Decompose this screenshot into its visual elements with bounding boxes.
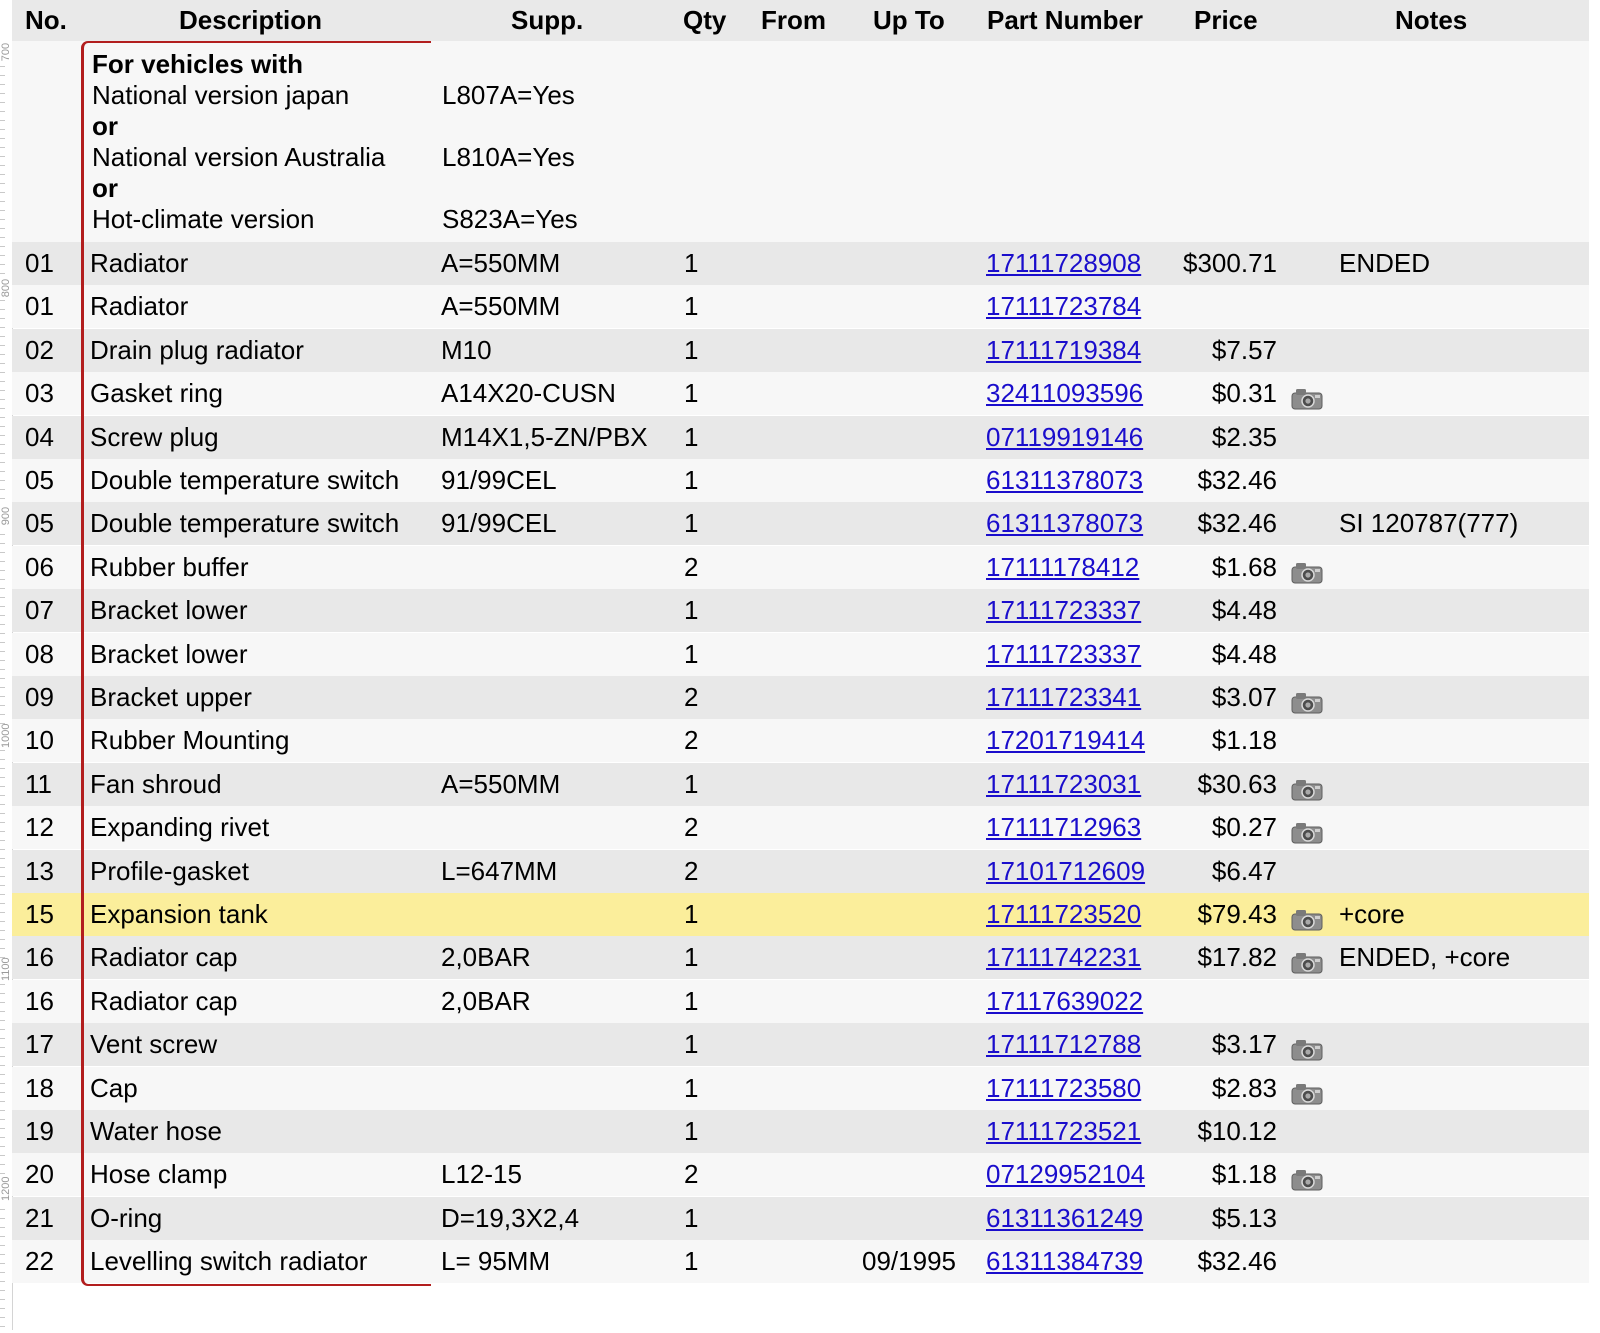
group-line: For vehicles with xyxy=(92,49,303,79)
row-qty: 1 xyxy=(684,899,699,929)
row-price: $2.35 xyxy=(1211,421,1277,452)
row-supp: L12-15 xyxy=(441,1159,522,1190)
row-description: Gasket ring xyxy=(90,378,223,409)
row-qty: 1 xyxy=(684,1029,699,1060)
row-qty: 1 xyxy=(684,638,699,669)
part-number-link[interactable]: 17111719384 xyxy=(986,334,1142,365)
row-qty: 1 xyxy=(684,1202,699,1233)
row-supp: A14X20-CUSN xyxy=(441,378,616,409)
header-no: No. xyxy=(25,5,67,35)
table-row[interactable] xyxy=(12,1197,1589,1240)
row-price: $2.83 xyxy=(1211,1072,1277,1103)
row-no: 01 xyxy=(25,291,54,322)
camera-icon[interactable] xyxy=(1290,685,1326,709)
row-price: $79.43 xyxy=(1197,899,1277,929)
row-part-number xyxy=(986,676,1141,719)
part-number-link[interactable]: 17111723521 xyxy=(986,1116,1142,1146)
row-price: $300.71 xyxy=(1183,248,1277,278)
row-price: $4.48 xyxy=(1211,638,1277,669)
row-supp: M10 xyxy=(441,334,492,365)
part-number-link[interactable]: 61311378073 xyxy=(986,465,1144,495)
row-supp: L=647MM xyxy=(441,855,558,886)
row-part-number xyxy=(986,242,1141,285)
row-no: 07 xyxy=(25,595,54,626)
row-qty: 1 xyxy=(684,334,699,365)
header-description: Description xyxy=(179,5,323,35)
part-number-link[interactable]: 61311378073 xyxy=(986,508,1144,539)
group-line: National version Australia xyxy=(92,142,386,172)
row-price: $32.46 xyxy=(1197,465,1277,495)
camera-icon[interactable] xyxy=(1290,945,1326,969)
part-number-link[interactable]: 17111712963 xyxy=(986,812,1142,843)
header-notes: Notes xyxy=(1395,5,1468,35)
row-part-number xyxy=(986,806,1141,849)
row-description: Drain plug radiator xyxy=(90,334,304,365)
camera-icon[interactable] xyxy=(1290,1076,1326,1100)
row-qty: 2 xyxy=(684,551,699,582)
row-price: $7.57 xyxy=(1211,334,1277,365)
row-supp: M14X1,5-ZN/PBX xyxy=(441,421,648,452)
table-row[interactable] xyxy=(12,416,1589,459)
row-notes: SI 120787(777) xyxy=(1339,508,1519,539)
row-qty: 1 xyxy=(684,1246,699,1277)
row-price: $32.46 xyxy=(1197,508,1277,539)
row-description: Screw plug xyxy=(90,421,219,452)
row-part-number xyxy=(986,589,1141,632)
header-from: From xyxy=(761,5,826,35)
camera-icon[interactable] xyxy=(1290,381,1326,405)
row-qty: 2 xyxy=(684,682,699,712)
part-number-link[interactable]: 17101712609 xyxy=(986,855,1146,886)
camera-icon[interactable] xyxy=(1290,555,1326,579)
row-description: Radiator cap xyxy=(90,985,238,1016)
camera-icon[interactable] xyxy=(1290,1162,1326,1186)
row-description: Expansion tank xyxy=(90,899,268,929)
row-no: 08 xyxy=(25,638,54,669)
row-description: Profile-gasket xyxy=(90,855,249,886)
row-no: 02 xyxy=(25,334,54,365)
ruler-label: 1200 xyxy=(0,1176,12,1201)
row-no: 03 xyxy=(25,378,54,409)
part-number-link[interactable]: 17111723580 xyxy=(986,1072,1142,1103)
row-qty: 1 xyxy=(684,421,699,452)
camera-icon[interactable] xyxy=(1290,815,1326,839)
row-description: Water hose xyxy=(90,1116,222,1146)
row-qty: 1 xyxy=(684,1072,699,1103)
table-row[interactable] xyxy=(12,806,1589,849)
row-notes: +core xyxy=(1339,899,1405,929)
vehicle-condition-group xyxy=(12,41,1589,242)
row-qty: 1 xyxy=(684,768,699,799)
row-notes: ENDED xyxy=(1339,248,1431,278)
row-qty: 2 xyxy=(684,812,699,843)
part-number-link[interactable]: 07119919146 xyxy=(986,421,1144,452)
ruler-label: 800 xyxy=(0,278,12,298)
row-up-to: 09/1995 xyxy=(862,1246,956,1277)
ruler-label: 900 xyxy=(0,506,12,526)
table-row[interactable] xyxy=(12,893,1589,936)
row-price: $4.48 xyxy=(1211,595,1277,626)
group-supp: L807A=Yes xyxy=(442,80,575,110)
row-no: 12 xyxy=(25,812,54,843)
table-row[interactable] xyxy=(12,1110,1589,1153)
row-supp: 2,0BAR xyxy=(441,942,531,973)
row-description: Radiator xyxy=(90,248,189,278)
row-no: 17 xyxy=(25,1029,54,1060)
part-number-link[interactable]: 17111723341 xyxy=(986,682,1142,712)
table-row[interactable] xyxy=(12,1023,1589,1066)
row-price: $1.18 xyxy=(1211,725,1277,756)
row-supp: 91/99CEL xyxy=(441,508,557,539)
row-description: Cap xyxy=(90,1072,138,1103)
table-row[interactable] xyxy=(12,242,1589,285)
row-no: 13 xyxy=(25,855,54,886)
row-part-number xyxy=(986,372,1143,415)
row-part-number xyxy=(986,1110,1141,1153)
row-description: Rubber buffer xyxy=(90,551,249,582)
camera-icon[interactable] xyxy=(1290,1032,1326,1056)
row-part-number xyxy=(986,850,1145,893)
table-row[interactable] xyxy=(12,546,1589,589)
row-description: Bracket lower xyxy=(90,595,248,626)
part-number-link[interactable]: 07129952104 xyxy=(986,1159,1146,1190)
table-row[interactable] xyxy=(12,763,1589,806)
table-row[interactable] xyxy=(12,589,1589,632)
row-supp: 2,0BAR xyxy=(441,985,531,1016)
row-description: Vent screw xyxy=(90,1029,218,1060)
row-part-number xyxy=(986,1067,1141,1110)
table-row[interactable] xyxy=(12,1153,1589,1196)
row-description: Levelling switch radiator xyxy=(90,1246,368,1277)
part-number-link[interactable]: 61311361249 xyxy=(986,1202,1144,1233)
table-row[interactable] xyxy=(12,502,1589,545)
row-qty: 1 xyxy=(684,291,699,322)
row-description: Radiator cap xyxy=(90,942,238,973)
ruler-label: 1100 xyxy=(0,957,12,981)
row-no: 05 xyxy=(25,465,54,495)
part-number-link[interactable]: 17111723031 xyxy=(986,768,1142,799)
row-part-number xyxy=(986,1240,1143,1283)
row-qty: 1 xyxy=(684,465,699,495)
row-qty: 2 xyxy=(684,725,699,756)
row-no: 06 xyxy=(25,551,54,582)
part-number-link[interactable]: 17111728908 xyxy=(986,248,1142,278)
row-qty: 1 xyxy=(684,508,699,539)
part-number-link[interactable]: 17117639022 xyxy=(986,985,1144,1016)
row-no: 20 xyxy=(25,1159,54,1190)
row-no: 01 xyxy=(25,248,54,278)
row-no: 11 xyxy=(25,768,52,799)
header-up-to: Up To xyxy=(873,5,945,35)
table-row[interactable] xyxy=(12,372,1589,415)
row-price: $32.46 xyxy=(1197,1246,1277,1277)
row-qty: 1 xyxy=(684,1116,699,1146)
table-row[interactable] xyxy=(12,676,1589,719)
row-description: Double temperature switch xyxy=(90,465,400,495)
header-qty: Qty xyxy=(683,5,727,35)
row-part-number xyxy=(986,1153,1145,1196)
row-part-number xyxy=(986,893,1141,936)
row-part-number xyxy=(986,416,1143,459)
row-part-number xyxy=(986,763,1141,806)
row-part-number xyxy=(986,1197,1143,1240)
table-row[interactable] xyxy=(12,719,1589,762)
row-part-number xyxy=(986,936,1141,979)
row-price: $1.18 xyxy=(1211,1159,1277,1190)
table-row[interactable] xyxy=(12,459,1589,502)
camera-icon[interactable] xyxy=(1290,902,1326,926)
row-no: 15 xyxy=(25,899,54,929)
row-price: $6.47 xyxy=(1211,855,1277,886)
part-number-link[interactable]: 17111723337 xyxy=(986,595,1142,626)
row-qty: 2 xyxy=(684,855,699,886)
row-part-number xyxy=(986,633,1141,676)
part-number-link[interactable]: 61311384739 xyxy=(986,1246,1144,1277)
row-supp: A=550MM xyxy=(441,291,561,322)
row-no: 19 xyxy=(25,1116,54,1146)
row-part-number xyxy=(986,719,1145,762)
part-number-link[interactable]: 17201719414 xyxy=(986,725,1146,756)
table-row[interactable] xyxy=(12,936,1589,979)
header-supp: Supp. xyxy=(511,5,584,35)
header-price: Price xyxy=(1194,5,1258,35)
row-qty: 1 xyxy=(684,942,699,973)
row-price: $3.07 xyxy=(1211,682,1277,712)
table-row[interactable] xyxy=(12,1240,1589,1283)
row-price: $10.12 xyxy=(1197,1116,1277,1146)
row-no: 18 xyxy=(25,1072,54,1103)
row-description: Expanding rivet xyxy=(90,812,270,843)
table-row[interactable] xyxy=(12,285,1589,328)
table-header xyxy=(12,0,1589,41)
row-qty: 1 xyxy=(684,985,699,1016)
row-no: 16 xyxy=(25,942,54,973)
row-supp: L= 95MM xyxy=(441,1246,551,1277)
part-number-link[interactable]: 17111712788 xyxy=(986,1029,1142,1060)
row-supp: A=550MM xyxy=(441,768,561,799)
group-line: Hot-climate version xyxy=(92,204,315,234)
row-notes: ENDED, +core xyxy=(1339,942,1511,973)
table-row[interactable] xyxy=(12,980,1589,1023)
row-description: O-ring xyxy=(90,1202,163,1233)
row-price: $3.17 xyxy=(1211,1029,1277,1060)
part-number-link[interactable]: 17111178412 xyxy=(986,551,1140,582)
row-part-number xyxy=(986,546,1139,589)
row-description: Rubber Mounting xyxy=(90,725,290,756)
row-price: $5.13 xyxy=(1211,1202,1277,1233)
row-supp: D=19,3X2,4 xyxy=(441,1202,580,1233)
row-price: $0.31 xyxy=(1211,378,1277,409)
row-qty: 1 xyxy=(684,378,699,409)
header-part-number: Part Number xyxy=(987,5,1144,35)
row-price: $1.68 xyxy=(1211,551,1277,582)
ruler-label: 1000 xyxy=(0,723,12,748)
row-part-number xyxy=(986,285,1141,328)
row-description: Fan shroud xyxy=(90,768,222,799)
row-part-number xyxy=(986,502,1143,545)
row-description: Hose clamp xyxy=(90,1159,228,1190)
row-supp: 91/99CEL xyxy=(441,465,557,495)
group-supp: L810A=Yes xyxy=(442,142,575,172)
part-number-link[interactable]: 32411093596 xyxy=(986,378,1144,409)
ruler-label: 700 xyxy=(0,42,12,62)
row-qty: 2 xyxy=(684,1159,699,1190)
part-number-link[interactable]: 17111723784 xyxy=(986,291,1142,322)
row-part-number xyxy=(986,980,1143,1023)
row-no: 04 xyxy=(25,421,54,452)
row-price: $0.27 xyxy=(1211,812,1277,843)
row-part-number xyxy=(986,459,1143,502)
row-price: $17.82 xyxy=(1197,942,1277,973)
group-line: or xyxy=(92,173,118,203)
group-supp: S823A=Yes xyxy=(442,204,578,234)
row-no: 09 xyxy=(25,682,54,712)
row-part-number xyxy=(986,329,1141,372)
row-part-number xyxy=(986,1023,1141,1066)
part-number-link[interactable]: 17111723337 xyxy=(986,638,1142,669)
camera-icon[interactable] xyxy=(1290,772,1326,796)
row-no: 05 xyxy=(25,508,54,539)
group-line: National version japan xyxy=(92,80,350,110)
row-no: 21 xyxy=(25,1202,54,1233)
row-no: 22 xyxy=(25,1246,54,1277)
row-description: Double temperature switch xyxy=(90,508,400,539)
part-number-link[interactable]: 17111723520 xyxy=(986,899,1142,929)
group-line: or xyxy=(92,111,118,141)
table-row[interactable] xyxy=(12,850,1589,893)
row-price: $30.63 xyxy=(1197,768,1277,799)
row-description: Bracket upper xyxy=(90,682,252,712)
table-row[interactable] xyxy=(12,1067,1589,1110)
row-supp: A=550MM xyxy=(441,248,561,278)
row-description: Radiator xyxy=(90,291,189,322)
row-description: Bracket lower xyxy=(90,638,248,669)
table-row[interactable] xyxy=(12,633,1589,676)
part-number-link[interactable]: 17111742231 xyxy=(986,942,1142,973)
table-row[interactable] xyxy=(12,329,1589,372)
row-qty: 1 xyxy=(684,595,699,626)
row-no: 16 xyxy=(25,985,54,1016)
row-qty: 1 xyxy=(684,248,699,278)
row-no: 10 xyxy=(25,725,54,756)
